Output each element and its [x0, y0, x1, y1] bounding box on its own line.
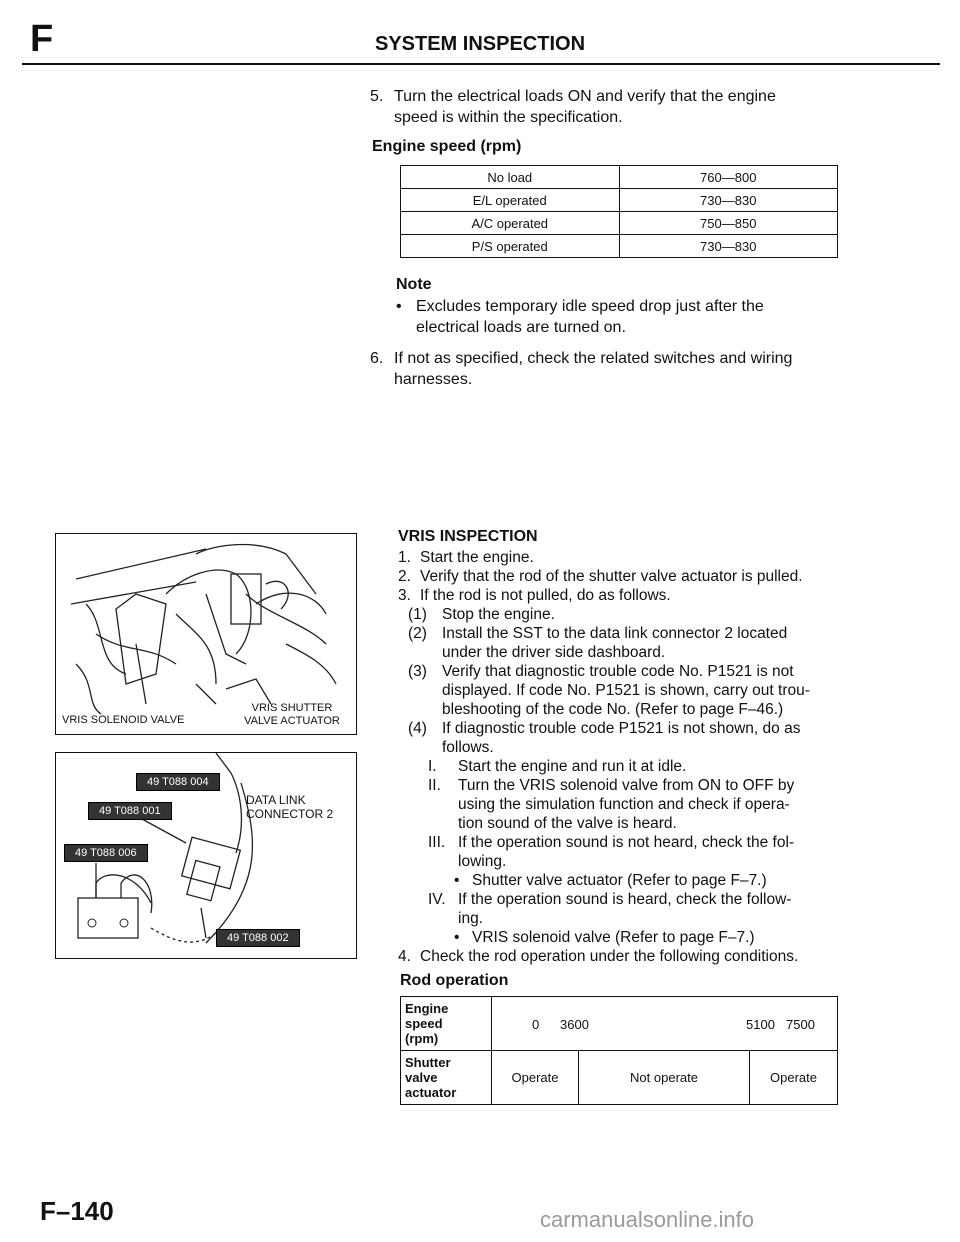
- step-5-line2: speed is within the specification.: [394, 109, 623, 126]
- step-6-line1: If not as specified, check the related switches and wiring: [394, 350, 793, 367]
- vris-step-line: [398, 871, 846, 890]
- label-data-link-connector: [246, 793, 333, 821]
- vris-step-line: [398, 795, 846, 814]
- vris-step-text: Check the rod operation under the following conditions.: [420, 948, 799, 965]
- vris-step-text: Verify that the rod of the shutter valve actuator is pulled.: [420, 568, 803, 585]
- label-shutter-actuator: [232, 702, 352, 728]
- engine-speed-value: 730—830: [619, 235, 838, 258]
- vris-step-line: [398, 776, 846, 795]
- step-6-line2: harnesses.: [394, 371, 473, 388]
- vris-step-text: lowing.: [458, 853, 507, 870]
- vris-step-number: II.: [428, 777, 441, 794]
- vris-step-number: 1.: [398, 549, 411, 566]
- vris-step-text: If the operation sound is heard, check the follow-: [458, 891, 792, 908]
- engine-speed-heading: Engine speed (rpm): [372, 138, 522, 155]
- engine-speed-condition: E/L operated: [401, 189, 620, 212]
- vris-step-number: 3.: [398, 587, 411, 604]
- vris-step-line: [398, 852, 846, 871]
- actuator-label-3: actuator: [405, 1085, 457, 1100]
- label-solenoid-valve: VRIS SOLENOID VALVE: [62, 714, 185, 726]
- vris-step-number: •: [454, 872, 460, 889]
- vris-step-number: IV.: [428, 891, 446, 908]
- engine-speed-row: [401, 235, 838, 258]
- engine-speed-label-3: (rpm): [405, 1031, 439, 1046]
- step-5-text: [394, 86, 844, 128]
- vris-step-text: Install the SST to the data link connector 2 located: [442, 625, 788, 642]
- speed-tick-5100: 5100: [746, 1017, 775, 1032]
- engine-speed-value: 760—800: [619, 166, 838, 189]
- vris-step-line: [398, 947, 846, 966]
- tag-49-t088-006: 49 T088 006: [64, 844, 148, 862]
- rod-operation-heading: Rod operation: [400, 972, 509, 989]
- vris-step-text: ing.: [458, 910, 483, 927]
- note-line2: electrical loads are turned on.: [416, 319, 626, 336]
- speed-tick-7500: 7500: [786, 1017, 815, 1032]
- vris-step-line: [398, 890, 846, 909]
- engine-speed-value: 750—850: [619, 212, 838, 235]
- note-line1: Excludes temporary idle speed drop just after the: [416, 298, 764, 315]
- engine-speed-row: [401, 166, 838, 189]
- vris-step-text: If diagnostic trouble code P1521 is not shown, do as: [442, 720, 801, 737]
- tag-49-t088-004: 49 T088 004: [136, 773, 220, 791]
- vris-step-text: VRIS solenoid valve (Refer to page F–7.): [472, 929, 755, 946]
- vris-heading: VRIS INSPECTION: [398, 528, 538, 545]
- vris-step-text: under the driver side dashboard.: [442, 644, 666, 661]
- actuator-label-1: Shutter: [405, 1055, 451, 1070]
- vris-step-line: [398, 814, 846, 833]
- vris-step-text: Verify that diagnostic trouble code No. P1521 is not: [442, 663, 794, 680]
- watermark: carmanualsonline.info: [540, 1207, 755, 1232]
- engine-speed-table: [400, 165, 838, 258]
- rod-operation-table: [400, 996, 838, 1105]
- step-5-number: 5.: [370, 88, 384, 105]
- vris-step-line: [398, 643, 846, 662]
- label-shutter-actuator-1: VRIS SHUTTER: [251, 702, 333, 714]
- engine-speed-row: [401, 212, 838, 235]
- vris-step-line: [398, 548, 846, 567]
- step-5-line1: Turn the electrical loads ON and verify that the engine: [394, 88, 776, 105]
- vris-step-line: [398, 833, 846, 852]
- figure-vris-engine: [55, 533, 357, 735]
- vris-step-line: [398, 757, 846, 776]
- actuator-label: [401, 1051, 492, 1105]
- vris-step-text: If the operation sound is not heard, check the fol-: [458, 834, 795, 851]
- vris-step-text: Turn the VRIS solenoid valve from ON to OFF by: [458, 777, 795, 794]
- engine-speed-label-1: Engine: [405, 1001, 449, 1016]
- engine-speed-label-2: speed: [405, 1016, 443, 1031]
- vris-step-text: tion sound of the valve is heard.: [458, 815, 677, 832]
- vris-step-number: (3): [408, 663, 427, 680]
- vris-step-number: (2): [408, 625, 427, 642]
- note-heading: Note: [396, 276, 432, 293]
- state-operate-low: Operate: [492, 1051, 579, 1105]
- vris-step-line: [398, 928, 846, 947]
- page-number: F–140: [40, 1196, 114, 1226]
- actuator-label-2: valve: [405, 1070, 438, 1085]
- vris-step-number: 2.: [398, 568, 411, 585]
- step-6-text: [394, 348, 844, 390]
- vris-step-text: Start the engine.: [420, 549, 534, 566]
- figure-sst-connection: [55, 752, 357, 959]
- step-6-number: 6.: [370, 350, 384, 367]
- vris-step-line: [398, 586, 846, 605]
- vris-step-text: using the simulation function and check if opera-: [458, 796, 790, 813]
- vris-step-number: III.: [428, 834, 446, 851]
- section-letter: F: [30, 18, 54, 60]
- label-shutter-actuator-2: VALVE ACTUATOR: [244, 715, 340, 727]
- vris-step-text: Stop the engine.: [442, 606, 555, 623]
- tag-49-t088-002: 49 T088 002: [216, 929, 300, 947]
- vris-step-text: Shutter valve actuator (Refer to page F–7.): [472, 872, 767, 889]
- speed-scale-cell: [492, 997, 838, 1051]
- vris-step-number: (1): [408, 606, 427, 623]
- engine-speed-condition: P/S operated: [401, 235, 620, 258]
- vris-step-line: [398, 909, 846, 928]
- state-not-operate: Not operate: [579, 1051, 750, 1105]
- vris-step-line: [398, 719, 846, 738]
- engine-speed-row: [401, 189, 838, 212]
- header-rule: [22, 63, 940, 65]
- vris-steps: [398, 548, 846, 966]
- vris-step-line: [398, 700, 846, 719]
- vris-step-line: [398, 624, 846, 643]
- label-data-link-connector-2: CONNECTOR 2: [246, 807, 334, 821]
- speed-tick-3600: 3600: [560, 1017, 589, 1032]
- vris-step-text: displayed. If code No. P1521 is shown, carry out trou-: [442, 682, 810, 699]
- label-data-link-connector-1: DATA LINK: [246, 793, 306, 807]
- vris-step-text: bleshooting of the code No. (Refer to page F–46.): [442, 701, 784, 718]
- vris-step-line: [398, 738, 846, 757]
- engine-speed-condition: No load: [401, 166, 620, 189]
- page-title: SYSTEM INSPECTION: [374, 33, 586, 55]
- engine-speed-condition: A/C operated: [401, 212, 620, 235]
- note-text: [416, 296, 846, 338]
- state-operate-high: Operate: [750, 1051, 838, 1105]
- speed-tick-0: 0: [532, 1017, 540, 1032]
- vris-step-number: (4): [408, 720, 427, 737]
- vris-step-text: follows.: [442, 739, 494, 756]
- vris-step-number: I.: [428, 758, 437, 775]
- vris-step-line: [398, 662, 846, 681]
- vris-step-text: Start the engine and run it at idle.: [458, 758, 687, 775]
- note-bullet: •: [396, 298, 402, 315]
- engine-speed-value: 730—830: [619, 189, 838, 212]
- vris-step-line: [398, 567, 846, 586]
- vris-step-text: If the rod is not pulled, do as follows.: [420, 587, 671, 604]
- engine-speed-label: [401, 997, 492, 1051]
- vris-step-line: [398, 605, 846, 624]
- tag-49-t088-001: 49 T088 001: [88, 802, 172, 820]
- vris-step-number: •: [454, 929, 460, 946]
- vris-step-number: 4.: [398, 948, 411, 965]
- vris-step-line: [398, 681, 846, 700]
